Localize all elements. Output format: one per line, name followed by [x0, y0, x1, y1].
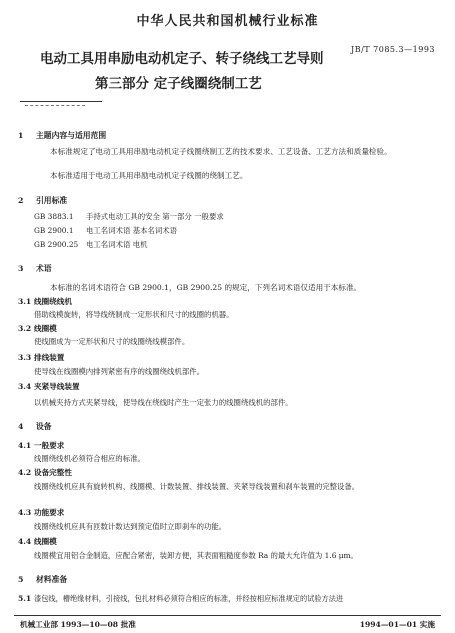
clause-text: 线圈绕线机必须符合相应的标准。 [34, 454, 145, 463]
definition-text: 使导线在线圈模内排列紧密有序的线圈绕线机部件。 [34, 367, 204, 376]
definition-text: 使线圈成为一定形状和尺寸的线圈绕线模部件。 [34, 337, 190, 346]
approval-date: 机械工业部 1993—10—08 批准 [20, 620, 136, 629]
divider [20, 101, 102, 102]
definition-text: 借助线模旋转，将导线绕制成一定形状和尺寸的线圈的机器。 [34, 310, 234, 319]
subsection-heading: 3.4 夹紧导线装置 [18, 382, 80, 391]
subsection-heading: 3.3 排线装置 [18, 353, 65, 362]
clause-text: 线圈绕线机应具有旋转机构、线圈模、计数装置、排线装置、夹紧导线装置和刹车装置的完整设备。 [34, 482, 360, 491]
reference-item: GB 3883.1 手持式电动工具的安全 第一部分 一般要求 [34, 212, 224, 221]
subsection-heading: 4.4 线圈模 [18, 537, 57, 546]
paragraph: 本标准的名词术语符合 GB 2900.1，GB 2900.25 的规定，下列名词术语仅适用于本标准。 [50, 283, 362, 292]
subsection-heading: 4.2 设备完整性 [18, 468, 72, 477]
clause-item: 5.1 漆包线，槽绝缘材料，引接线，包扎材料必须符合相应的标准，并经按相应标准规定的试验方法进 [18, 594, 344, 603]
subsection-heading: 4.1 一般要求 [18, 441, 65, 450]
section-heading: 2 引用标准 [18, 196, 68, 205]
footer-divider [14, 615, 441, 616]
divider [25, 105, 85, 106]
clause-text: 线圈模宜用铝合金制造，应配合紧密，装卸方便，其表面粗糙度参数 Ra 的最大允许值为 1.6 μm。 [34, 551, 358, 560]
paragraph: 本标准适用于电动工具用串励电动机定子线圈的绕制工艺。 [50, 171, 248, 180]
definition-text: 以机械夹持方式夹紧导线，使导线在绕线时产生一定张力的线圈绕线机的部件。 [34, 398, 293, 407]
subsection-heading: 3.2 线圈模 [18, 324, 57, 333]
subsection-heading: 3.1 线圈绕线机 [18, 297, 72, 306]
document-subtitle: 第三部分 定子线圈绕制工艺 [95, 76, 262, 92]
section-heading: 4 设备 [18, 422, 52, 431]
document-number: JB/T 7085.3—1993 [350, 45, 435, 54]
section-heading: 3 术语 [18, 264, 52, 273]
paragraph: 本标准规定了电动工具用串励电动机定子线圈绕制工艺的技术要求、工艺设备、工艺方法和质量检验。 [50, 147, 392, 156]
document-title: 电动工具用串励电动机定子、转子绕线工艺导则 [40, 51, 324, 67]
section-heading: 1 主题内容与适用范围 [18, 131, 107, 140]
reference-item: GB 2900.25 电工名词术语 电机 [34, 240, 148, 249]
section-heading: 5 材料准备 [18, 575, 68, 584]
subsection-heading: 4.3 功能要求 [18, 508, 65, 517]
implementation-date: 1994—01—01 实施 [359, 620, 435, 629]
issuing-organization: 中华人民共和国机械行业标准 [136, 14, 319, 29]
clause-text: 线圈绕线机应具有匝数计数达到预定值时立即刹车的功能。 [34, 522, 227, 531]
reference-item: GB 2900.1 电工名词术语 基本名词术语 [34, 226, 178, 235]
